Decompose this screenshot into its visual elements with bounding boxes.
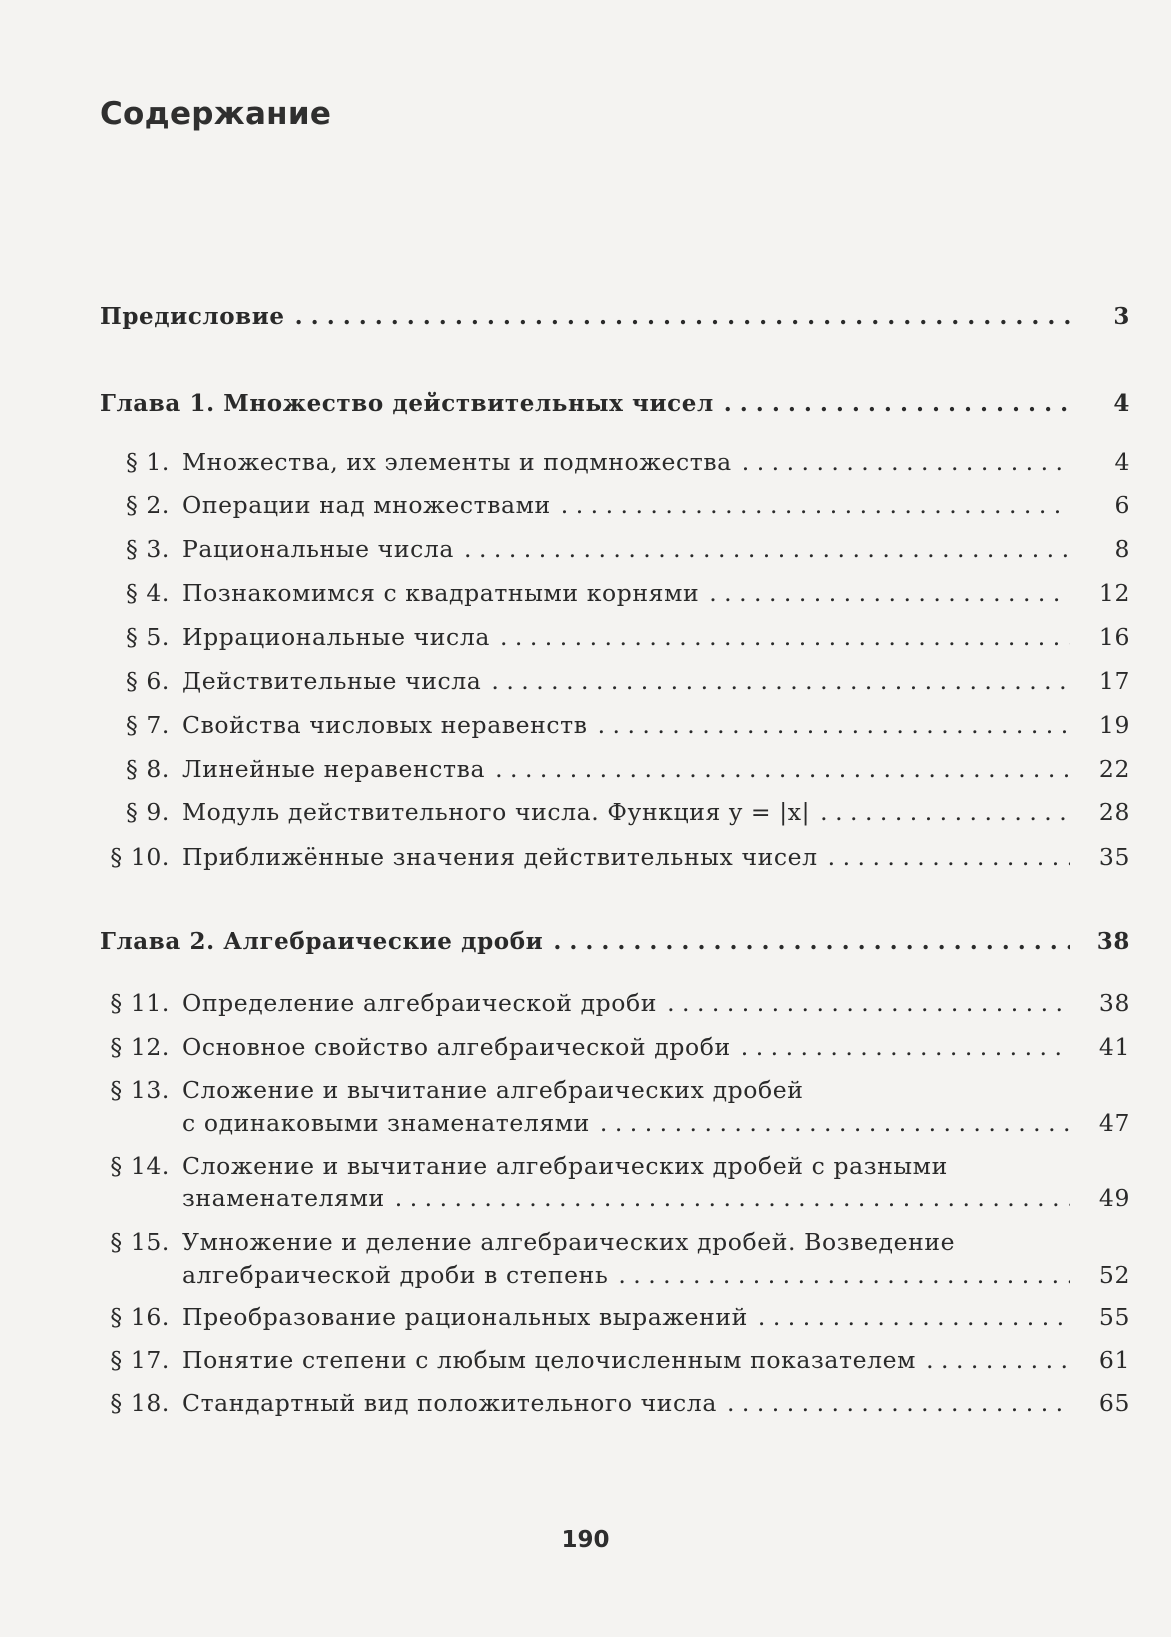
- dot-leader: [553, 927, 1070, 957]
- toc-entry-title: алгебраической дроби в степень: [182, 1261, 609, 1289]
- toc-entry-page: 65: [1098, 1389, 1130, 1417]
- toc-entry-title-line1: Сложение и вычитание алгебраических дробей с разными: [182, 1152, 948, 1180]
- toc-entry-section-15[interactable]: [100, 1227, 1130, 1297]
- section-number: § 16.: [110, 1303, 170, 1331]
- toc-entry-page: 8: [1114, 535, 1130, 563]
- section-number: § 17.: [110, 1346, 170, 1374]
- section-number: § 18.: [110, 1389, 170, 1417]
- toc-entry-page: 49: [1098, 1184, 1130, 1212]
- dot-leader: [561, 490, 1070, 520]
- toc-entry-title: Глава 1. Множество действительных чисел: [100, 390, 714, 417]
- dot-leader: [758, 1302, 1070, 1332]
- dot-leader: [618, 1260, 1070, 1290]
- toc-entry-title: Глава 2. Алгебраические дроби: [100, 928, 544, 955]
- toc-entry-title: Основное свойство алгебраической дроби: [182, 1033, 731, 1061]
- toc-entry-page: 6: [1114, 491, 1130, 519]
- dot-leader: [464, 534, 1070, 564]
- toc-entry-page: 61: [1098, 1346, 1130, 1374]
- toc-entry-title: с одинаковыми знаменателями: [182, 1109, 590, 1137]
- toc-entry-page: 52: [1098, 1261, 1130, 1289]
- dot-leader: [820, 797, 1070, 827]
- section-number: § 4.: [125, 579, 170, 607]
- section-number: § 2.: [125, 491, 170, 519]
- toc-entry-title: Стандартный вид положительного числа: [182, 1389, 717, 1417]
- toc-entry-title: Преобразование рациональных выражений: [182, 1303, 748, 1331]
- dot-leader: [828, 842, 1070, 872]
- section-number: § 14.: [110, 1152, 170, 1180]
- toc-entry-title: Свойства числовых неравенств: [182, 711, 588, 739]
- section-number: § 7.: [125, 711, 170, 739]
- dot-leader: [709, 578, 1070, 608]
- dot-leader: [741, 1032, 1070, 1062]
- section-number: § 8.: [125, 755, 170, 783]
- toc-entry-title: Иррациональные числа: [182, 623, 490, 651]
- dot-leader: [491, 666, 1070, 696]
- toc-entry-page: 17: [1098, 667, 1130, 695]
- dot-leader: [667, 988, 1070, 1018]
- dot-leader: [926, 1345, 1070, 1375]
- section-number: § 11.: [110, 989, 170, 1017]
- toc-entry-section-14[interactable]: [100, 1151, 1130, 1221]
- toc-entry-title: Приближённые значения действительных чисел: [182, 843, 818, 871]
- dot-leader: [600, 1108, 1070, 1138]
- toc-entry-page: 41: [1098, 1033, 1130, 1061]
- toc-entry-page: 4: [1113, 390, 1130, 417]
- toc-entry-page: 35: [1098, 843, 1130, 871]
- dot-leader: [295, 302, 1070, 332]
- toc-entry-page: 38: [1096, 928, 1130, 955]
- toc-entry-title: Определение алгебраической дроби: [182, 989, 658, 1017]
- toc-entry-section-13[interactable]: [100, 1075, 1130, 1145]
- dot-leader: [500, 622, 1070, 652]
- toc-entry-title: Операции над множествами: [182, 491, 551, 519]
- dot-leader: [598, 710, 1070, 740]
- toc-entry-page: 22: [1098, 755, 1130, 783]
- toc-entry-page: 47: [1098, 1109, 1130, 1137]
- toc-entry-title: Множества, их элементы и подмножества: [182, 448, 732, 476]
- dot-leader: [395, 1183, 1070, 1213]
- section-number: § 12.: [110, 1033, 170, 1061]
- table-of-contents: [100, 0, 1130, 1637]
- toc-entry-title: Познакомимся с квадратными корнями: [182, 579, 700, 607]
- toc-entry-page: 16: [1098, 623, 1130, 651]
- toc-entry-title: Модуль действительного числа. Функция y = |x|: [182, 798, 811, 826]
- toc-entry-page: 38: [1098, 989, 1130, 1017]
- page-title: Содержание: [100, 96, 332, 132]
- toc-entry-page: 3: [1113, 303, 1130, 330]
- toc-entry-title: Действительные числа: [182, 667, 482, 695]
- dot-leader: [727, 1388, 1070, 1418]
- toc-entry-page: 55: [1098, 1303, 1130, 1331]
- toc-entry-page: 12: [1098, 579, 1130, 607]
- section-number: § 9.: [125, 798, 170, 826]
- toc-entry-title-line1: Сложение и вычитание алгебраических дробей: [182, 1076, 804, 1104]
- toc-entry-title: Понятие степени с любым целочисленным показателем: [182, 1346, 917, 1374]
- section-number: § 3.: [125, 535, 170, 563]
- dot-leader: [724, 389, 1070, 419]
- toc-entry-title: Рациональные числа: [182, 535, 454, 563]
- toc-entry-page: 19: [1098, 711, 1130, 739]
- section-number: § 15.: [110, 1228, 170, 1256]
- section-number: § 10.: [110, 843, 170, 871]
- section-number: § 1.: [125, 448, 170, 476]
- dot-leader: [495, 754, 1070, 784]
- toc-entry-title: Линейные неравенства: [182, 755, 486, 783]
- toc-entry-page: 28: [1098, 798, 1130, 826]
- section-number: § 5.: [125, 623, 170, 651]
- dot-leader: [742, 447, 1070, 477]
- toc-entry-page: 4: [1114, 448, 1130, 476]
- toc-entry-title: знаменателями: [182, 1184, 385, 1212]
- toc-entry-title-line1: Умножение и деление алгебраических дробей. Возведение: [182, 1228, 956, 1256]
- section-number: § 6.: [125, 667, 170, 695]
- page-number: 190: [561, 1527, 610, 1553]
- section-number: § 13.: [110, 1076, 170, 1104]
- toc-entry-title: Предисловие: [100, 303, 285, 330]
